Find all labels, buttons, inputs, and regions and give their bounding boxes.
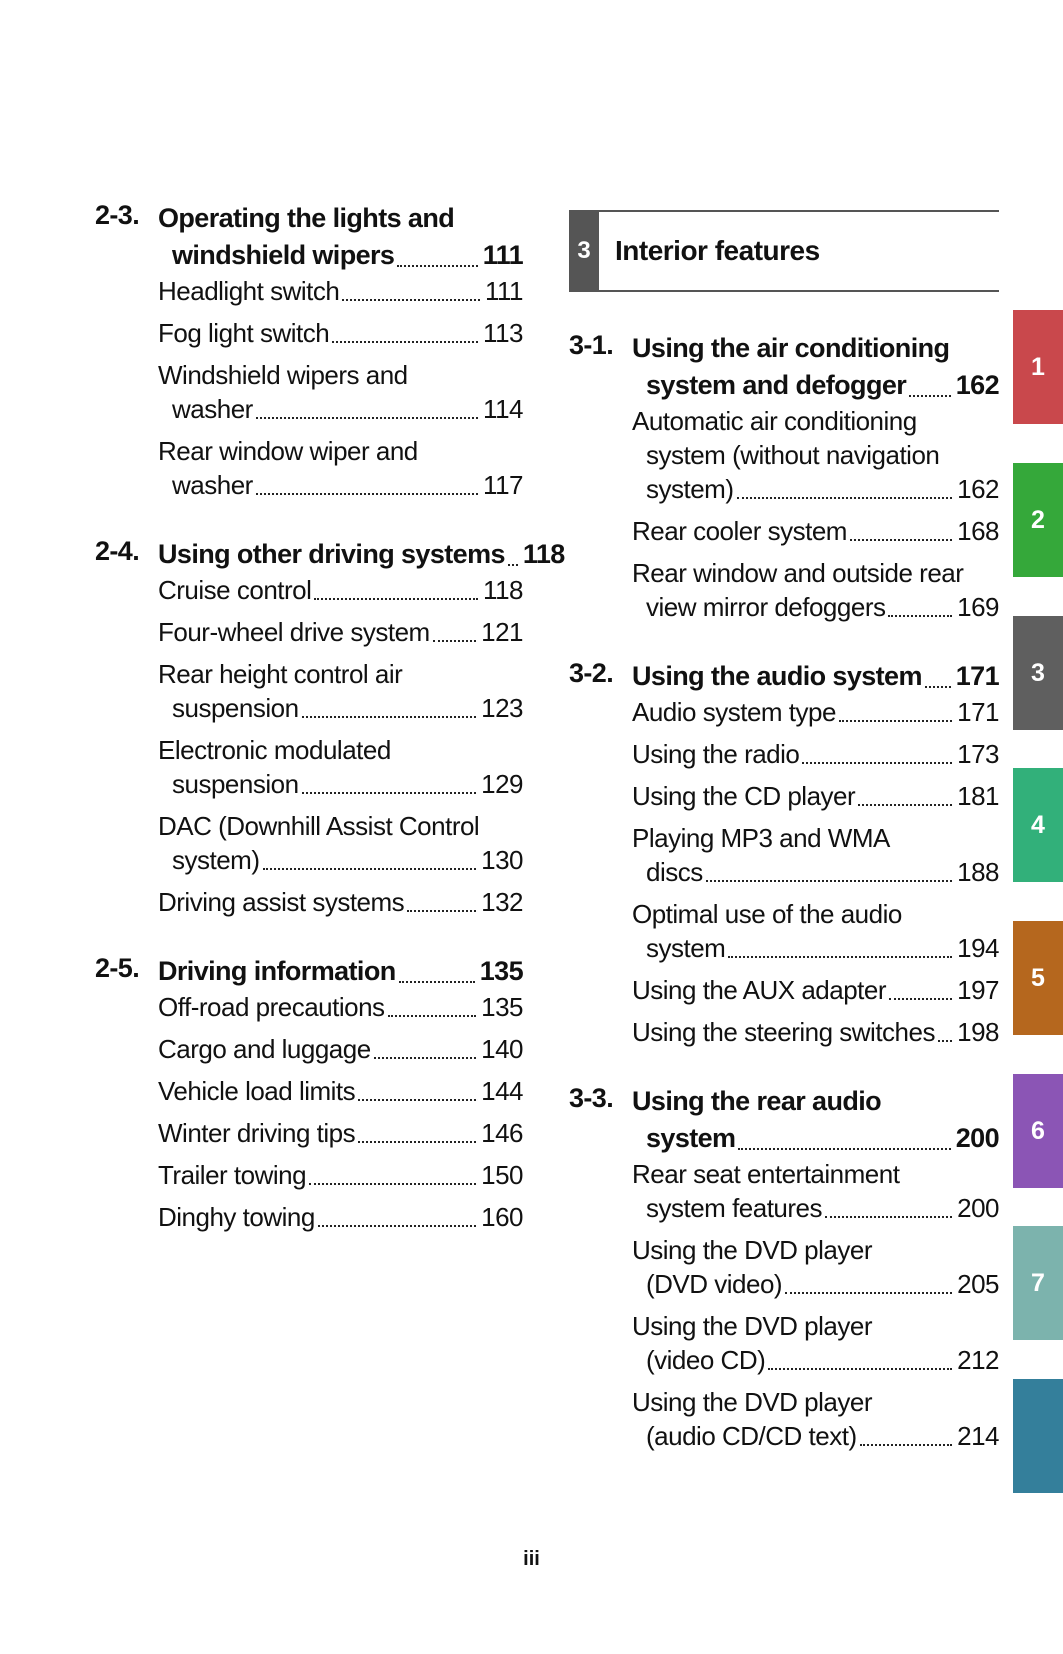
chapter-tab-label: 2 bbox=[1031, 505, 1045, 534]
section-title-line bbox=[95, 536, 565, 573]
dot-leader bbox=[302, 716, 477, 718]
section-number: 2-3. bbox=[95, 200, 140, 230]
toc-entry[interactable] bbox=[569, 973, 999, 1007]
entry-line bbox=[95, 990, 523, 1024]
section-title-text: Using other driving systems bbox=[158, 539, 505, 569]
entry-line bbox=[95, 1116, 523, 1150]
toc-entry[interactable] bbox=[569, 1015, 999, 1049]
toc-entry[interactable] bbox=[95, 657, 523, 725]
chapter-tab-label: 1 bbox=[1031, 352, 1045, 381]
entry-title: system) bbox=[172, 845, 260, 875]
entry-title: Off-road precautions bbox=[158, 992, 385, 1022]
dot-leader bbox=[302, 792, 477, 794]
entry-line bbox=[569, 1157, 999, 1191]
entry-line bbox=[569, 1267, 999, 1301]
entry-title: system features bbox=[646, 1193, 823, 1223]
entry-title: Rear window wiper and bbox=[158, 436, 418, 466]
toc-entry[interactable] bbox=[569, 1309, 999, 1377]
entry-title: Rear cooler system bbox=[632, 516, 847, 546]
entry-line bbox=[569, 514, 999, 548]
entry-page-number: 214 bbox=[957, 1421, 999, 1451]
entry-title: Using the radio bbox=[632, 739, 800, 769]
chapter-tab-1[interactable] bbox=[1013, 310, 1063, 424]
dot-leader bbox=[407, 910, 476, 912]
entry-line bbox=[569, 404, 999, 438]
entry-title: system bbox=[646, 933, 726, 963]
right-sections bbox=[569, 330, 999, 1453]
entry-line bbox=[95, 573, 523, 607]
chapter-tab-2[interactable] bbox=[1013, 463, 1063, 577]
toc-entry[interactable] bbox=[569, 556, 999, 624]
dot-leader bbox=[332, 341, 478, 343]
entry-line bbox=[569, 695, 999, 729]
entry-title: (DVD video) bbox=[646, 1269, 783, 1299]
entry-title: Using the steering switches bbox=[632, 1017, 935, 1047]
toc-entry[interactable] bbox=[569, 1233, 999, 1301]
entry-title: Rear window and outside rear bbox=[632, 558, 964, 588]
entry-page-number: 160 bbox=[481, 1202, 523, 1232]
entry-line bbox=[95, 733, 523, 767]
entry-title: Electronic modulated bbox=[158, 735, 391, 765]
entry-title: washer bbox=[172, 470, 253, 500]
entry-line bbox=[569, 1343, 999, 1377]
entry-page-number: 194 bbox=[957, 933, 999, 963]
section-number: 3-3. bbox=[569, 1083, 614, 1113]
entry-title: Using the DVD player bbox=[632, 1311, 872, 1341]
entry-title: Automatic air conditioning bbox=[632, 406, 917, 436]
section-title-text: Operating the lights and bbox=[158, 203, 455, 233]
dot-leader bbox=[508, 564, 518, 566]
entry-title: system (without navigation bbox=[646, 440, 940, 470]
entry-title: Audio system type bbox=[632, 697, 836, 727]
section-title-line bbox=[95, 237, 523, 274]
toc-entry[interactable] bbox=[95, 1074, 523, 1108]
chapter-tab-4[interactable] bbox=[1013, 768, 1063, 882]
section-number: 3-1. bbox=[569, 330, 614, 360]
toc-section bbox=[569, 1083, 999, 1453]
dot-leader bbox=[768, 1368, 952, 1370]
entry-line bbox=[95, 1200, 523, 1234]
dot-leader bbox=[263, 868, 477, 870]
dot-leader bbox=[728, 956, 952, 958]
toc-entry[interactable] bbox=[95, 1032, 523, 1066]
entry-line bbox=[569, 438, 999, 472]
entry-page-number: 181 bbox=[957, 781, 999, 811]
toc-entry[interactable] bbox=[95, 733, 523, 801]
chapter-tab-7[interactable] bbox=[1013, 1226, 1063, 1340]
section-title-text: Driving information bbox=[158, 956, 396, 986]
entry-line bbox=[569, 556, 999, 590]
dot-leader bbox=[342, 299, 480, 301]
dot-leader bbox=[938, 1040, 952, 1042]
entry-line bbox=[95, 843, 523, 877]
toc-entry[interactable] bbox=[569, 897, 999, 965]
section-title-text: windshield wipers bbox=[172, 240, 395, 270]
entry-line bbox=[569, 897, 999, 931]
section-title-line bbox=[569, 658, 999, 695]
entry-page-number: 162 bbox=[957, 474, 999, 504]
section-heading[interactable] bbox=[569, 330, 999, 404]
entry-page-number: 200 bbox=[957, 1193, 999, 1223]
dot-leader bbox=[839, 720, 952, 722]
dot-leader bbox=[358, 1099, 476, 1101]
section-heading[interactable] bbox=[95, 200, 523, 274]
entry-page-number: 171 bbox=[957, 697, 999, 727]
toc-entry[interactable] bbox=[569, 1385, 999, 1453]
chapter-tab-label: 3 bbox=[1031, 658, 1045, 687]
entry-title: Playing MP3 and WMA bbox=[632, 823, 890, 853]
toc-section bbox=[569, 658, 999, 1049]
entry-title: view mirror defoggers bbox=[646, 592, 886, 622]
entry-title: DAC (Downhill Assist Control bbox=[158, 811, 480, 841]
entry-title: Rear seat entertainment bbox=[632, 1159, 900, 1189]
entry-line bbox=[95, 657, 523, 691]
entry-page-number: 121 bbox=[481, 617, 523, 647]
entry-title: Dinghy towing bbox=[158, 1202, 315, 1232]
dot-leader bbox=[309, 1183, 476, 1185]
entry-line bbox=[95, 434, 523, 468]
dot-leader bbox=[256, 417, 478, 419]
entry-page-number: 117 bbox=[483, 470, 523, 500]
chapter-tab-label: 5 bbox=[1031, 963, 1045, 992]
section-page-number: 171 bbox=[955, 661, 999, 691]
entry-line bbox=[95, 885, 523, 919]
toc-entry[interactable] bbox=[569, 514, 999, 548]
entry-line bbox=[95, 358, 523, 392]
entry-title: Headlight switch bbox=[158, 276, 340, 306]
page-number: iii bbox=[523, 1548, 540, 1570]
entry-page-number: 198 bbox=[957, 1017, 999, 1047]
dot-leader bbox=[737, 497, 953, 499]
entry-page-number: 168 bbox=[957, 516, 999, 546]
toc-entry[interactable] bbox=[95, 990, 523, 1024]
entry-title: Vehicle load limits bbox=[158, 1076, 356, 1106]
chapter-tab-index[interactable] bbox=[1013, 1379, 1063, 1493]
toc-entry[interactable] bbox=[95, 434, 523, 502]
entry-title: Cruise control bbox=[158, 575, 312, 605]
entry-line bbox=[569, 855, 999, 889]
entry-title: system) bbox=[646, 474, 734, 504]
entry-title: Using the CD player bbox=[632, 781, 856, 811]
entry-line bbox=[95, 274, 523, 308]
entry-page-number: 113 bbox=[483, 318, 523, 348]
toc-entry[interactable] bbox=[569, 737, 999, 771]
entry-line bbox=[95, 468, 523, 502]
section-title-line bbox=[569, 330, 999, 367]
chapter-header bbox=[569, 210, 999, 292]
section-title-line bbox=[569, 1083, 999, 1120]
section-title-line bbox=[569, 367, 999, 404]
entry-title: Winter driving tips bbox=[158, 1118, 356, 1148]
entry-page-number: 111 bbox=[484, 276, 523, 306]
toc-entry[interactable] bbox=[95, 274, 523, 308]
entry-line bbox=[569, 590, 999, 624]
dot-leader bbox=[318, 1225, 476, 1227]
dot-leader bbox=[706, 880, 952, 882]
section-heading[interactable] bbox=[95, 953, 523, 990]
dot-leader bbox=[314, 598, 478, 600]
dot-leader bbox=[397, 265, 477, 267]
entry-page-number: 140 bbox=[481, 1034, 523, 1064]
entry-line bbox=[569, 779, 999, 813]
section-page-number: 162 bbox=[955, 370, 999, 400]
entry-line bbox=[569, 1233, 999, 1267]
entry-line bbox=[569, 1309, 999, 1343]
entry-line bbox=[569, 737, 999, 771]
chapter-tab-label: 7 bbox=[1031, 1268, 1045, 1297]
section-title-text: system and defogger bbox=[646, 370, 907, 400]
entry-line bbox=[95, 809, 523, 843]
section-title-text: Using the audio system bbox=[632, 661, 922, 691]
chapter-tab-5[interactable] bbox=[1013, 921, 1063, 1035]
toc-section bbox=[95, 200, 523, 502]
entry-line bbox=[95, 392, 523, 426]
entry-title: Using the DVD player bbox=[632, 1387, 872, 1417]
dot-leader bbox=[889, 998, 952, 1000]
entry-line bbox=[95, 615, 523, 649]
entry-page-number: 205 bbox=[957, 1269, 999, 1299]
toc-entry[interactable] bbox=[569, 404, 999, 506]
dot-leader bbox=[256, 493, 478, 495]
entry-title: (video CD) bbox=[646, 1345, 766, 1375]
entry-page-number: 114 bbox=[483, 394, 523, 424]
entry-line bbox=[569, 1385, 999, 1419]
entry-page-number: 146 bbox=[481, 1118, 523, 1148]
entry-line bbox=[95, 767, 523, 801]
section-page-number: 118 bbox=[522, 539, 565, 569]
left-column bbox=[95, 200, 565, 1268]
entry-line bbox=[569, 973, 999, 1007]
toc-entry[interactable] bbox=[95, 1116, 523, 1150]
entry-title: (audio CD/CD text) bbox=[646, 1421, 857, 1451]
toc-entry[interactable] bbox=[95, 809, 523, 877]
dot-leader bbox=[925, 686, 951, 688]
dot-leader bbox=[738, 1148, 950, 1150]
entry-page-number: 132 bbox=[481, 887, 523, 917]
dot-leader bbox=[374, 1057, 476, 1059]
dot-leader bbox=[802, 762, 952, 764]
entry-line bbox=[569, 1191, 999, 1225]
section-title-text: Using the air conditioning bbox=[632, 333, 950, 363]
entry-title: Four-wheel drive system bbox=[158, 617, 430, 647]
section-page-number: 135 bbox=[479, 956, 523, 986]
section-title-line bbox=[95, 200, 523, 237]
entry-line bbox=[569, 1419, 999, 1453]
entry-page-number: 188 bbox=[957, 857, 999, 887]
entry-line bbox=[569, 1015, 999, 1049]
entry-line bbox=[95, 691, 523, 725]
toc-entry[interactable] bbox=[569, 1157, 999, 1225]
dot-leader bbox=[399, 981, 475, 983]
entry-title: Fog light switch bbox=[158, 318, 330, 348]
dot-leader bbox=[860, 1444, 952, 1446]
toc-section bbox=[569, 330, 999, 624]
right-column bbox=[569, 210, 999, 1487]
entry-line bbox=[95, 1074, 523, 1108]
section-title-line bbox=[569, 1120, 999, 1157]
section-number: 3-2. bbox=[569, 658, 614, 688]
section-number: 2-5. bbox=[95, 953, 140, 983]
dot-leader bbox=[888, 615, 952, 617]
entry-title: suspension bbox=[172, 769, 299, 799]
dot-leader bbox=[433, 640, 476, 642]
entry-title: Driving assist systems bbox=[158, 887, 405, 917]
entry-line bbox=[95, 316, 523, 350]
dot-leader bbox=[858, 804, 952, 806]
section-title-line bbox=[95, 953, 523, 990]
toc-entry[interactable] bbox=[95, 573, 523, 607]
chapter-tab-label: 4 bbox=[1031, 810, 1045, 839]
entry-line bbox=[569, 821, 999, 855]
entry-page-number: 123 bbox=[481, 693, 523, 723]
toc-entry[interactable] bbox=[569, 695, 999, 729]
section-heading[interactable] bbox=[95, 536, 565, 573]
dot-leader bbox=[909, 395, 951, 397]
chapter-title: Interior features bbox=[615, 235, 820, 266]
entry-page-number: 118 bbox=[483, 575, 523, 605]
entry-title: Windshield wipers and bbox=[158, 360, 408, 390]
section-heading[interactable] bbox=[569, 658, 999, 695]
entry-title: Trailer towing bbox=[158, 1160, 307, 1190]
entry-title: Cargo and luggage bbox=[158, 1034, 371, 1064]
toc-section bbox=[95, 953, 523, 1234]
entry-title: discs bbox=[646, 857, 703, 887]
chapter-tab-3[interactable] bbox=[1013, 616, 1063, 730]
toc-entry[interactable] bbox=[95, 358, 523, 426]
section-title-text: system bbox=[646, 1123, 736, 1153]
toc-entry[interactable] bbox=[95, 615, 523, 649]
dot-leader bbox=[358, 1141, 476, 1143]
toc-entry[interactable] bbox=[569, 779, 999, 813]
entry-line bbox=[569, 931, 999, 965]
toc-entry[interactable] bbox=[95, 1200, 523, 1234]
entry-title: Optimal use of the audio bbox=[632, 899, 902, 929]
section-page-number: 111 bbox=[482, 240, 523, 270]
entry-title: Using the AUX adapter bbox=[632, 975, 886, 1005]
dot-leader bbox=[850, 539, 952, 541]
toc-entry[interactable] bbox=[95, 316, 523, 350]
entry-page-number: 173 bbox=[957, 739, 999, 769]
dot-leader bbox=[785, 1292, 952, 1294]
chapter-tab-6[interactable] bbox=[1013, 1074, 1063, 1188]
toc-entry[interactable] bbox=[569, 821, 999, 889]
section-title-text: Using the rear audio bbox=[632, 1086, 882, 1116]
entry-page-number: 169 bbox=[957, 592, 999, 622]
entry-page-number: 212 bbox=[957, 1345, 999, 1375]
entry-title: suspension bbox=[172, 693, 299, 723]
toc-entry[interactable] bbox=[95, 1158, 523, 1192]
entry-page-number: 150 bbox=[481, 1160, 523, 1190]
entry-page-number: 135 bbox=[481, 992, 523, 1022]
section-page-number: 200 bbox=[955, 1123, 999, 1153]
entry-title: washer bbox=[172, 394, 253, 424]
section-heading[interactable] bbox=[569, 1083, 999, 1157]
section-number: 2-4. bbox=[95, 536, 140, 566]
toc-section bbox=[95, 536, 565, 919]
chapter-tab-label: 6 bbox=[1031, 1116, 1045, 1145]
entry-page-number: 130 bbox=[481, 845, 523, 875]
dot-leader bbox=[388, 1015, 477, 1017]
entry-title: Rear height control air bbox=[158, 659, 403, 689]
dot-leader bbox=[825, 1216, 952, 1218]
entry-page-number: 197 bbox=[957, 975, 999, 1005]
entry-line bbox=[95, 1032, 523, 1066]
entry-title: Using the DVD player bbox=[632, 1235, 872, 1265]
entry-page-number: 144 bbox=[481, 1076, 523, 1106]
entry-page-number: 129 bbox=[481, 769, 523, 799]
entry-line bbox=[569, 472, 999, 506]
chapter-number-badge: 3 bbox=[569, 210, 599, 292]
entry-line bbox=[95, 1158, 523, 1192]
toc-entry[interactable] bbox=[95, 885, 523, 919]
